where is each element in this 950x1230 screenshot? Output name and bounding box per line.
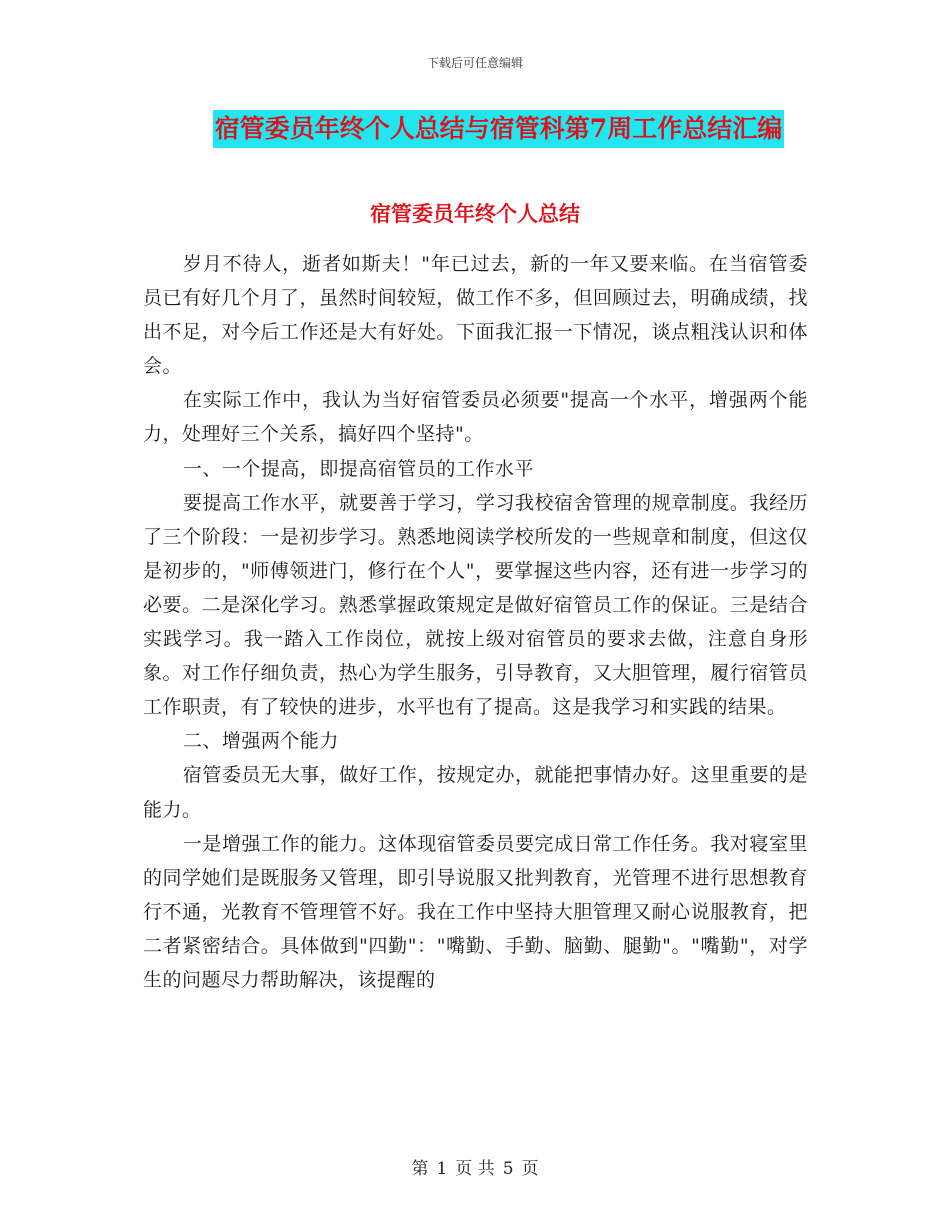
paragraph-2: 在实际工作中，我认为当好宿管委员必须要"提高一个水平，增强两个能力，处理好三个关系，搞好四个坚持"。	[143, 389, 808, 446]
footer-suffix: 页	[521, 1159, 539, 1179]
paragraph-4: 宿管委员无大事，做好工作，按规定办，就能把事情办好。这里重要的是能力。	[143, 764, 808, 821]
section-title: 宿管委员年终个人总结	[370, 201, 580, 226]
main-title-container	[0, 110, 950, 148]
page-footer	[0, 1154, 950, 1179]
footer-total-pages: 5	[502, 1159, 514, 1179]
footer-page-number: 1	[436, 1159, 448, 1179]
paragraph-1: 岁月不待人，逝者如斯夫！"年已过去，新的一年又要来临。在当宿管委员已有好几个月了，虽然时间较短，做工作不多，但回顾过去，明确成绩，找出不足，对今后工作还是大有好处。下面我汇报一下情况，谈点粗浅认识和体会。	[143, 253, 808, 378]
footer-mid: 页 共	[455, 1159, 495, 1179]
document-body	[143, 247, 808, 997]
paragraph-5: 一是增强工作的能力。这体现宿管委员要完成日常工作任务。我对寝室里的同学她们是既服务又管理，即引导说服又批判教育，光管理不进行思想教育行不通，光教育不管理管不好。我在工作中坚持大胆管理又耐心说服教育，把二者紧密结合。具体做到"四勤"："嘴勤、手勤、脑勤、腿勤"。"嘴勤"，对学生的问题尽力帮助解决，该提醒的	[143, 832, 808, 991]
heading-two-abilities: 二、增强两个能力	[182, 730, 339, 753]
paragraph-3: 要提高工作水平，就要善于学习，学习我校宿舍管理的规章制度。我经历了三个阶段：一是初步学习。熟悉地阅读学校所发的一些规章和制度，但这仅是初步的，"师傅领进门，修行在个人"，要掌握这些内容，还有进一步学习的必要。二是深化学习。熟悉掌握政策规定是做好宿管员工作的保证。三是结合实践学习。我一踏入工作岗位，就按上级对宿管员的要求去做，注意自身形象。对工作仔细负责，热心为学生服务，引导教育，又大胆管理，履行宿管员工作职责，有了较快的进步，水平也有了提高。这是我学习和实践的结果。	[143, 491, 808, 719]
main-title: 宿管委员年终个人总结与宿管科第7周工作总结汇编	[213, 110, 784, 148]
footer-prefix: 第	[411, 1159, 429, 1179]
heading-one-improvement: 一、一个提高，即提高宿管员的工作水平	[182, 457, 534, 480]
page-header-note: 下载后可任意编辑	[426, 56, 523, 70]
